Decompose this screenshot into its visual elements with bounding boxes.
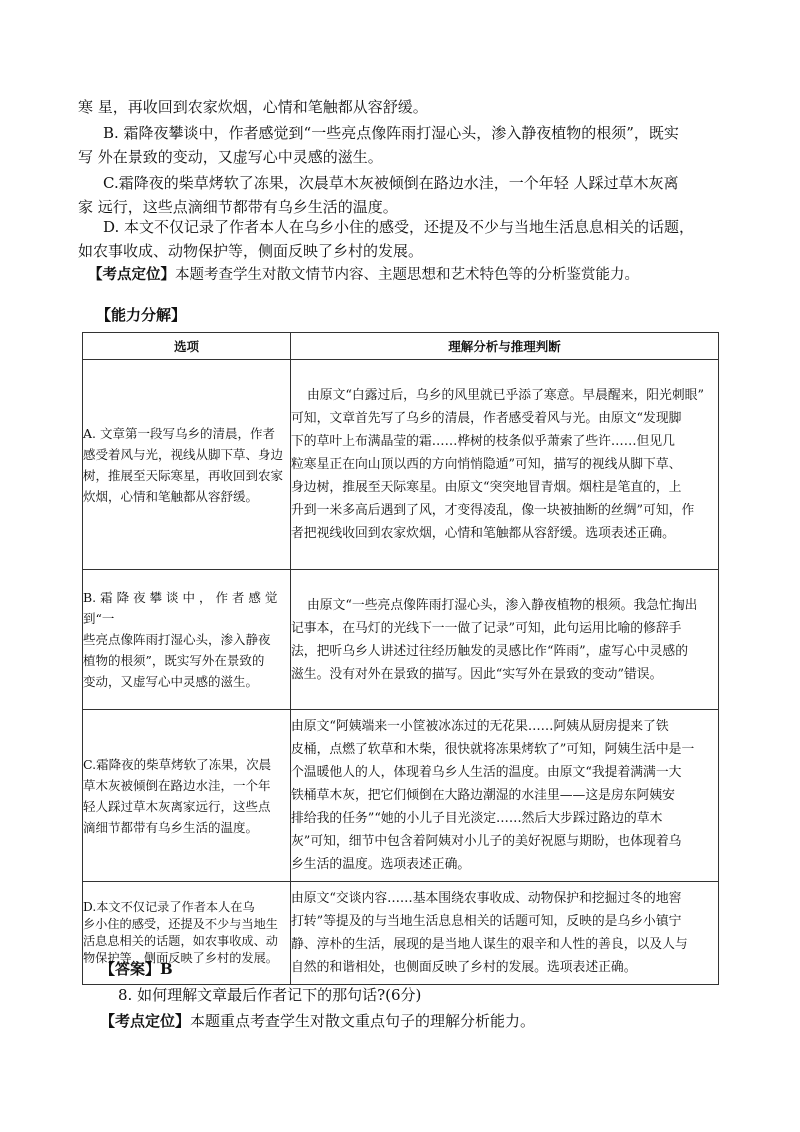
analysis-text-line: 铁桶草木灰，把它们倾倒在大路边潮湿的水洼里——这是房东阿姨安 <box>291 788 675 803</box>
analysis-cell <box>291 882 719 985</box>
option-d-line1: D. 本文不仅记录了作者本人在乌乡小住的感受，还提及不少与当地生活息息相关的话题， <box>103 218 695 236</box>
option-text-line: 物保护等，侧面反映了乡村的发展。 <box>83 951 278 965</box>
analysis-text-line: 皮桶，点燃了软草和木柴，很快就将冻果烤软了”可知，阿姨生活中是一 <box>291 742 695 757</box>
analysis-text-line: 下的草叶上布满晶莹的霜……桦树的枝条似乎萧索了些许……但见几 <box>291 434 675 449</box>
option-cell <box>83 360 291 570</box>
option-text-line: 些亮点像阵雨打湿心头，渗入静夜 <box>83 632 271 647</box>
analysis-cell <box>291 360 719 570</box>
analysis-text-line: 由原文“阿姨端来一小筐被冰冻过的无花果……阿姨从厨房提来了铁 <box>291 719 669 734</box>
option-b-line2: 写 外在景致的变动，又虚写心中灵感的滋生。 <box>78 148 383 166</box>
option-cell <box>83 570 291 710</box>
kaodian-text: 本题考查学生对散文情节内容、主题思想和艺术特色等的分析鉴赏能力。 <box>175 267 639 283</box>
analysis-text-line: 可知，文章首先写了乌乡的清晨，作者感受着风与光。由原文“发现脚 <box>291 411 682 426</box>
answer-label: 【答案】 <box>100 960 161 978</box>
kaodian2-label: 【考点定位】 <box>100 1012 191 1030</box>
analysis-text-line: 灰”可知，细节中包含着阿姨对小儿子的美好祝愿与期盼，也体现着乌 <box>291 834 682 849</box>
analysis-text-line: 由原文“白露过后，乌乡的风里就已乎添了寒意。早晨醒来，阳光刺眼” <box>307 388 704 403</box>
answer-line <box>100 958 173 980</box>
analysis-text-line: 乡生活的温度。选项表述正确。 <box>291 857 471 872</box>
answer-value: B <box>160 960 173 978</box>
analysis-text-line: 身边树，推展至天际寒星。由原文“突突地冒青烟。烟柱是笔直的，上 <box>291 480 682 495</box>
analysis-text-line: 由原文“一些亮点像阵雨打湿心头，渗入静夜植物的根须。我急忙掏出 <box>307 597 698 613</box>
kaodian-line <box>88 264 639 286</box>
table-header-row <box>83 333 719 360</box>
analysis-text-line: 记事本，在马灯的光线下一一做了记录”可知，此句运用比喻的修辞手 <box>291 620 682 636</box>
header-analysis: 理解分析与推理判断 <box>291 333 719 360</box>
section-title: 【能力分解】 <box>96 306 187 324</box>
option-text-line: 活息息相关的话题，如农事收成、动 <box>83 934 278 948</box>
option-text-line: 变动，又虚写心中灵感的滋生。 <box>83 674 259 689</box>
analysis-table <box>82 332 719 985</box>
analysis-text-line: 法，把听乌乡人讲述过往经历触发的灵感比作“阵雨”，虚写心中灵感的 <box>291 643 688 659</box>
table-row <box>83 710 719 882</box>
option-d-line2: 如农事收成、动物保护等，侧面反映了乡村的发展。 <box>78 242 424 260</box>
option-text-line: A. 文章第一段写乌乡的清晨，作者 <box>83 425 275 441</box>
header-option: 选项 <box>83 333 291 360</box>
question-8: 8. 如何理解文章最后作者记下的那句话?(6分) <box>118 986 422 1004</box>
table-row <box>83 360 719 570</box>
option-cell <box>83 710 291 882</box>
option-text-line: 炊烟，心情和笔触都从容舒缓。 <box>83 488 259 504</box>
option-text-line: D.本文不仅记录了作者本人在乌 <box>83 900 255 914</box>
analysis-text-line: 粒寒星正在向山顶以西的方向悄悄隐遁”可知，描写的视线从脚下草、 <box>291 457 682 472</box>
option-text-line: 乡小住的感受，还提及不少与当地生 <box>83 917 278 931</box>
analysis-text-line: 滋生。没有对外在景致的描写。因此“实写外在景致的变动”错误。 <box>291 666 663 682</box>
analysis-cell <box>291 710 719 882</box>
option-a-continuation: 寒 星，再收回到农家炊烟，心情和笔触都从容舒缓。 <box>78 98 428 116</box>
analysis-text-line: 打转”等提及的与当地生活息息相关的话题可知，反映的是乌乡小镇宁 <box>291 914 682 929</box>
analysis-cell <box>291 570 719 710</box>
analysis-text-line: 个温暖他人的人，体现着乌乡人生活的温度。由原文“我提着满满一大 <box>291 765 682 780</box>
option-text-line: 感受着风与光，视线从脚下草、身边 <box>83 446 284 462</box>
table-row <box>83 882 719 985</box>
analysis-text-line: 由原文“交谈内容……基本围绕农事收成、动物保护和挖掘过冬的地窖 <box>291 891 682 906</box>
option-text-line: 植物的根须”，既实写外在景致的 <box>83 653 265 668</box>
kaodian-label: 【考点定位】 <box>88 266 175 283</box>
option-c-line1: C.霜降夜的柴草烤软了冻果，次晨草木灰被倾倒在路边水洼，一个年轻 人踩过草木灰离 <box>103 174 679 192</box>
option-b-line1: B. 霜降夜攀谈中，作者感觉到“一些亮点像阵雨打湿心头，渗入静夜植物的根须”，既实 <box>103 124 679 142</box>
analysis-text-line: 升到一米多高后遇到了风，才变得凌乱，像一块被抽断的丝绸”可知，作 <box>291 503 695 518</box>
table-row <box>83 570 719 710</box>
analysis-text-line: 自然的和谐相处，也侧面反映了乡村的发展。选项表述正确。 <box>291 960 637 975</box>
analysis-text-line: 排给我的任务”“她的小儿子目光淡定……然后大步踩过路边的草木 <box>291 811 663 826</box>
option-text-line: 树，推展至天际寒星，再收回到农家 <box>83 467 284 483</box>
option-text-line: 滴细节都带有乌乡生活的温度。 <box>83 819 259 835</box>
analysis-text-line: 静、淳朴的生活，展现的是当地人谋生的艰辛和人性的善良，以及人与 <box>291 937 688 952</box>
option-c-line2: 家 远行，这些点滴细节都带有乌乡生活的温度。 <box>78 198 398 216</box>
option-text-line: C.霜降夜的柴草烤软了冻果，次晨 <box>83 756 272 772</box>
kaodian2-line <box>100 1010 535 1032</box>
kaodian2-text: 本题重点考查学生对散文重点句子的理解分析能力。 <box>190 1012 536 1030</box>
option-text-line: 草木灰被倾倒在路边水洼，一个年 <box>83 777 271 793</box>
option-text-line: 轻人踩过草木灰离家远行，这些点 <box>83 798 271 814</box>
analysis-text-line: 者把视线收回到农家炊烟，心情和笔触都从容舒缓。选项表述正确。 <box>291 526 675 541</box>
option-text-line: B. 霜 降 夜 攀 谈 中 ， 作 者 感 觉 到“一 <box>83 590 278 626</box>
